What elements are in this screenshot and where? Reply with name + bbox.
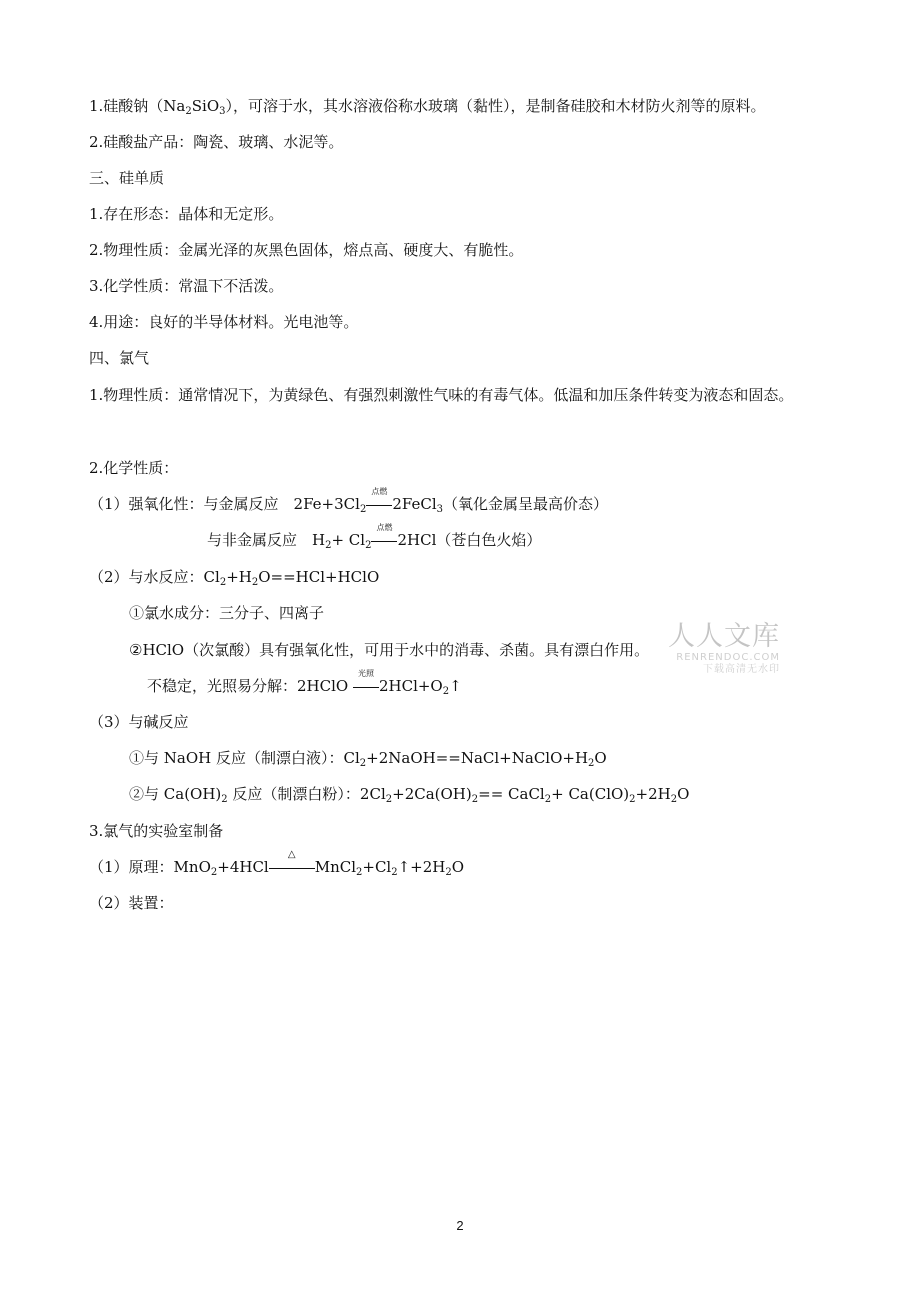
ignite-condition: 点燃 — [366, 494, 392, 514]
section-heading-silicon: 三、硅单质 — [89, 169, 165, 187]
oxidizing-metal-line: （1）强氧化性：与金属反应 $2Fe+3Cl_2$ 点燃 2FeCl$_3$（氧化金属呈最高价态） — [89, 487, 609, 515]
watermark-logo — [640, 622, 780, 676]
silicon-physical-line: 2.物理性质：金属光泽的灰黑色固体，熔点高、硬度大、有脆性。 — [89, 241, 524, 259]
caoh2-reaction-line: ②与 $Ca(OH)_2$ 反应（制漂白粉）：$2Cl_2+2Ca(OH)_2==$ CaCl$_2$+ $Ca(ClO)_2+2H_2O$ — [129, 785, 690, 805]
watermark-title: 人人文库 — [668, 621, 780, 652]
lab-preparation-heading: 3.氯气的实验室制备 — [89, 822, 224, 840]
section-heading-chlorine: 四、氯气 — [89, 349, 150, 367]
silicon-uses-line: 4.用途：良好的半导体材料。光电池等。 — [89, 313, 359, 331]
preparation-principle-line: （1）原理：MnO$_2$+4HCl △ $MnCl_2+Cl_2↑+2H_2O$ — [89, 849, 465, 878]
silicate-products-line: 2.硅酸盐产品：陶瓷、玻璃、水泥等。 — [89, 133, 344, 151]
hclo-decomposition-line: 不稳定，光照易分解：2HClO 光照 $2HCl+O_2↑$ — [147, 669, 462, 697]
heat-condition: △ — [269, 857, 315, 877]
sodium-silicate-line: 1.硅酸钠$(Na_2SiO_3)$，可溶于水，其水溶液俗称水玻璃（黏性），是制备硅胶和木材防火剂等的原料。 — [89, 97, 766, 117]
base-reaction-heading: （3）与碱反应 — [89, 713, 189, 731]
oxidizing-nonmetal-line: 与非金属反应 $H_2+ Cl_2$ 点燃 2HCl（苍白色火焰） — [207, 523, 542, 551]
chlorine-physical-line: 1.物理性质：通常情况下，为黄绿色、有强烈刺激性气味的有毒气体。低温和加压条件转变为液态和固态。 — [89, 386, 794, 404]
hclo-property-line: ②HClO（次氯酸）具有强氧化性，可用于水中的消毒、杀菌。具有漂白作用。 — [129, 641, 650, 659]
apparatus-line: （2）装置： — [89, 894, 174, 912]
chlorine-water-components: ①氯水成分：三分子、四离子 — [129, 604, 325, 622]
silicon-chemical-line: 3.化学性质：常温下不活泼。 — [89, 277, 284, 295]
watermark-tagline: 下载高清无水印 — [703, 664, 780, 675]
ignite-condition: 点燃 — [371, 530, 397, 550]
silicon-forms-line: 1.存在形态：晶体和无定形。 — [89, 205, 284, 223]
naoh-reaction-line: ①与 NaOH 反应（制漂白液）：$Cl_2+2NaOH==NaCl+NaClO+H_2O$ — [129, 749, 607, 769]
chlorine-chemical-heading: 2.化学性质： — [89, 459, 179, 477]
water-reaction-line: （2）与水反应：$Cl_2+H_2O==HCl+HClO$ — [89, 568, 380, 588]
page-number: 2 — [456, 1218, 464, 1233]
watermark-domain: RENRENDOC.COM — [676, 652, 780, 663]
light-condition: 光照 — [353, 676, 379, 696]
